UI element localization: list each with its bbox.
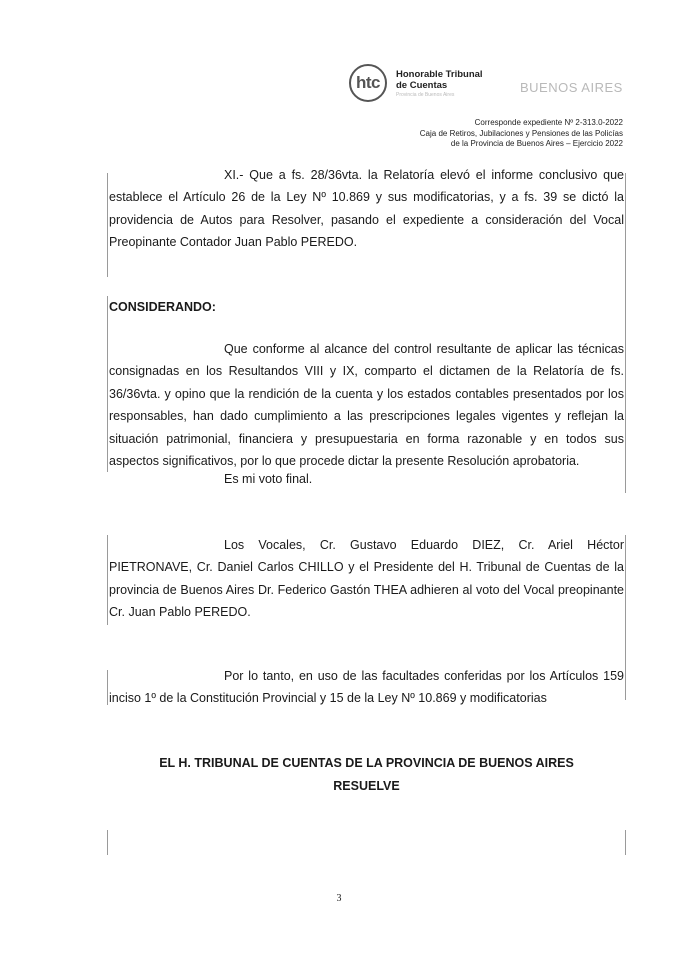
file-reference: [420, 118, 623, 150]
margin-line: [625, 535, 626, 700]
htc-logo-icon: htc: [349, 64, 387, 102]
file-reference-line3: de la Provincia de Buenos Aires – Ejercicio 2022: [450, 139, 623, 148]
margin-line: [107, 296, 108, 472]
margin-line: [107, 830, 108, 855]
page-number: 3: [336, 893, 342, 904]
margin-line: [107, 173, 108, 277]
org-name-line2: de Cuentas: [396, 80, 448, 91]
paragraph-xi: XI.- Que a fs. 28/36vta. la Relatoría elevó el informe conclusivo que establece el Artículo 26 de la Ley Nº 10.869 y sus modificatorias, y a fs. 39 se dictó la providencia de Autos para Resolver, pasando el expediente a consideración del Vocal Preopinante Contador Juan Pablo PEREDO.: [109, 168, 624, 250]
org-name: [396, 69, 483, 91]
file-reference-line2: Caja de Retiros, Jubilaciones y Pensiones de las Policías: [419, 128, 623, 138]
paragraph-vocales: Los Vocales, Cr. Gustavo Eduardo DIEZ, Cr. Ariel Héctor PIETRONAVE, Cr. Daniel Carlos CHILLO y el Presidente del H. Tribunal de Cuentas de la provincia de Buenos Aires Dr. Federico Gastón THEA adhieren al voto del Vocal preopinante Cr. Juan Pablo PEREDO.: [109, 538, 624, 620]
province-logo-text: BUENOS AIRES: [520, 80, 623, 95]
margin-line: [107, 670, 108, 705]
org-subtitle: Provincia de Buenos Aires: [396, 92, 455, 98]
margin-line: [625, 173, 626, 493]
margin-line: [625, 830, 626, 855]
org-name-line1: Honorable Tribunal: [396, 69, 483, 80]
file-reference-line1: Corresponde expediente Nº 2-313.0-2022: [474, 118, 623, 127]
considerando-heading: CONSIDERANDO:: [109, 300, 216, 314]
resolve-title: RESUELVE: [333, 779, 400, 793]
paragraph-por-lo-tanto: Por lo tanto, en uso de las facultades conferidas por los Artículos 159 inciso 1º de la Constitución Provincial y 15 de la Ley Nº 10.869 y modificatorias: [109, 669, 624, 706]
paragraph-que: Que conforme al alcance del control resultante de aplicar las técnicas consignadas en los Resultandos VIII y IX, comparto el dictamen de la Relatoría de fs. 36/36vta. y opino que la rendición de la cuenta y los estados contables presentados por los responsables, han dado cumplimiento a las prescripciones legales vigentes y reflejan la situación patrimonial, financiera y presupuestaria en forma razonable y en todos sus aspectos significativos, por lo que procede dictar la presente Resolución aprobatoria.: [109, 342, 624, 469]
final-vote: Es mi voto final.: [224, 472, 313, 486]
margin-line: [107, 535, 108, 625]
resolution-title: EL H. TRIBUNAL DE CUENTAS DE LA PROVINCIA DE BUENOS AIRES: [159, 756, 574, 770]
